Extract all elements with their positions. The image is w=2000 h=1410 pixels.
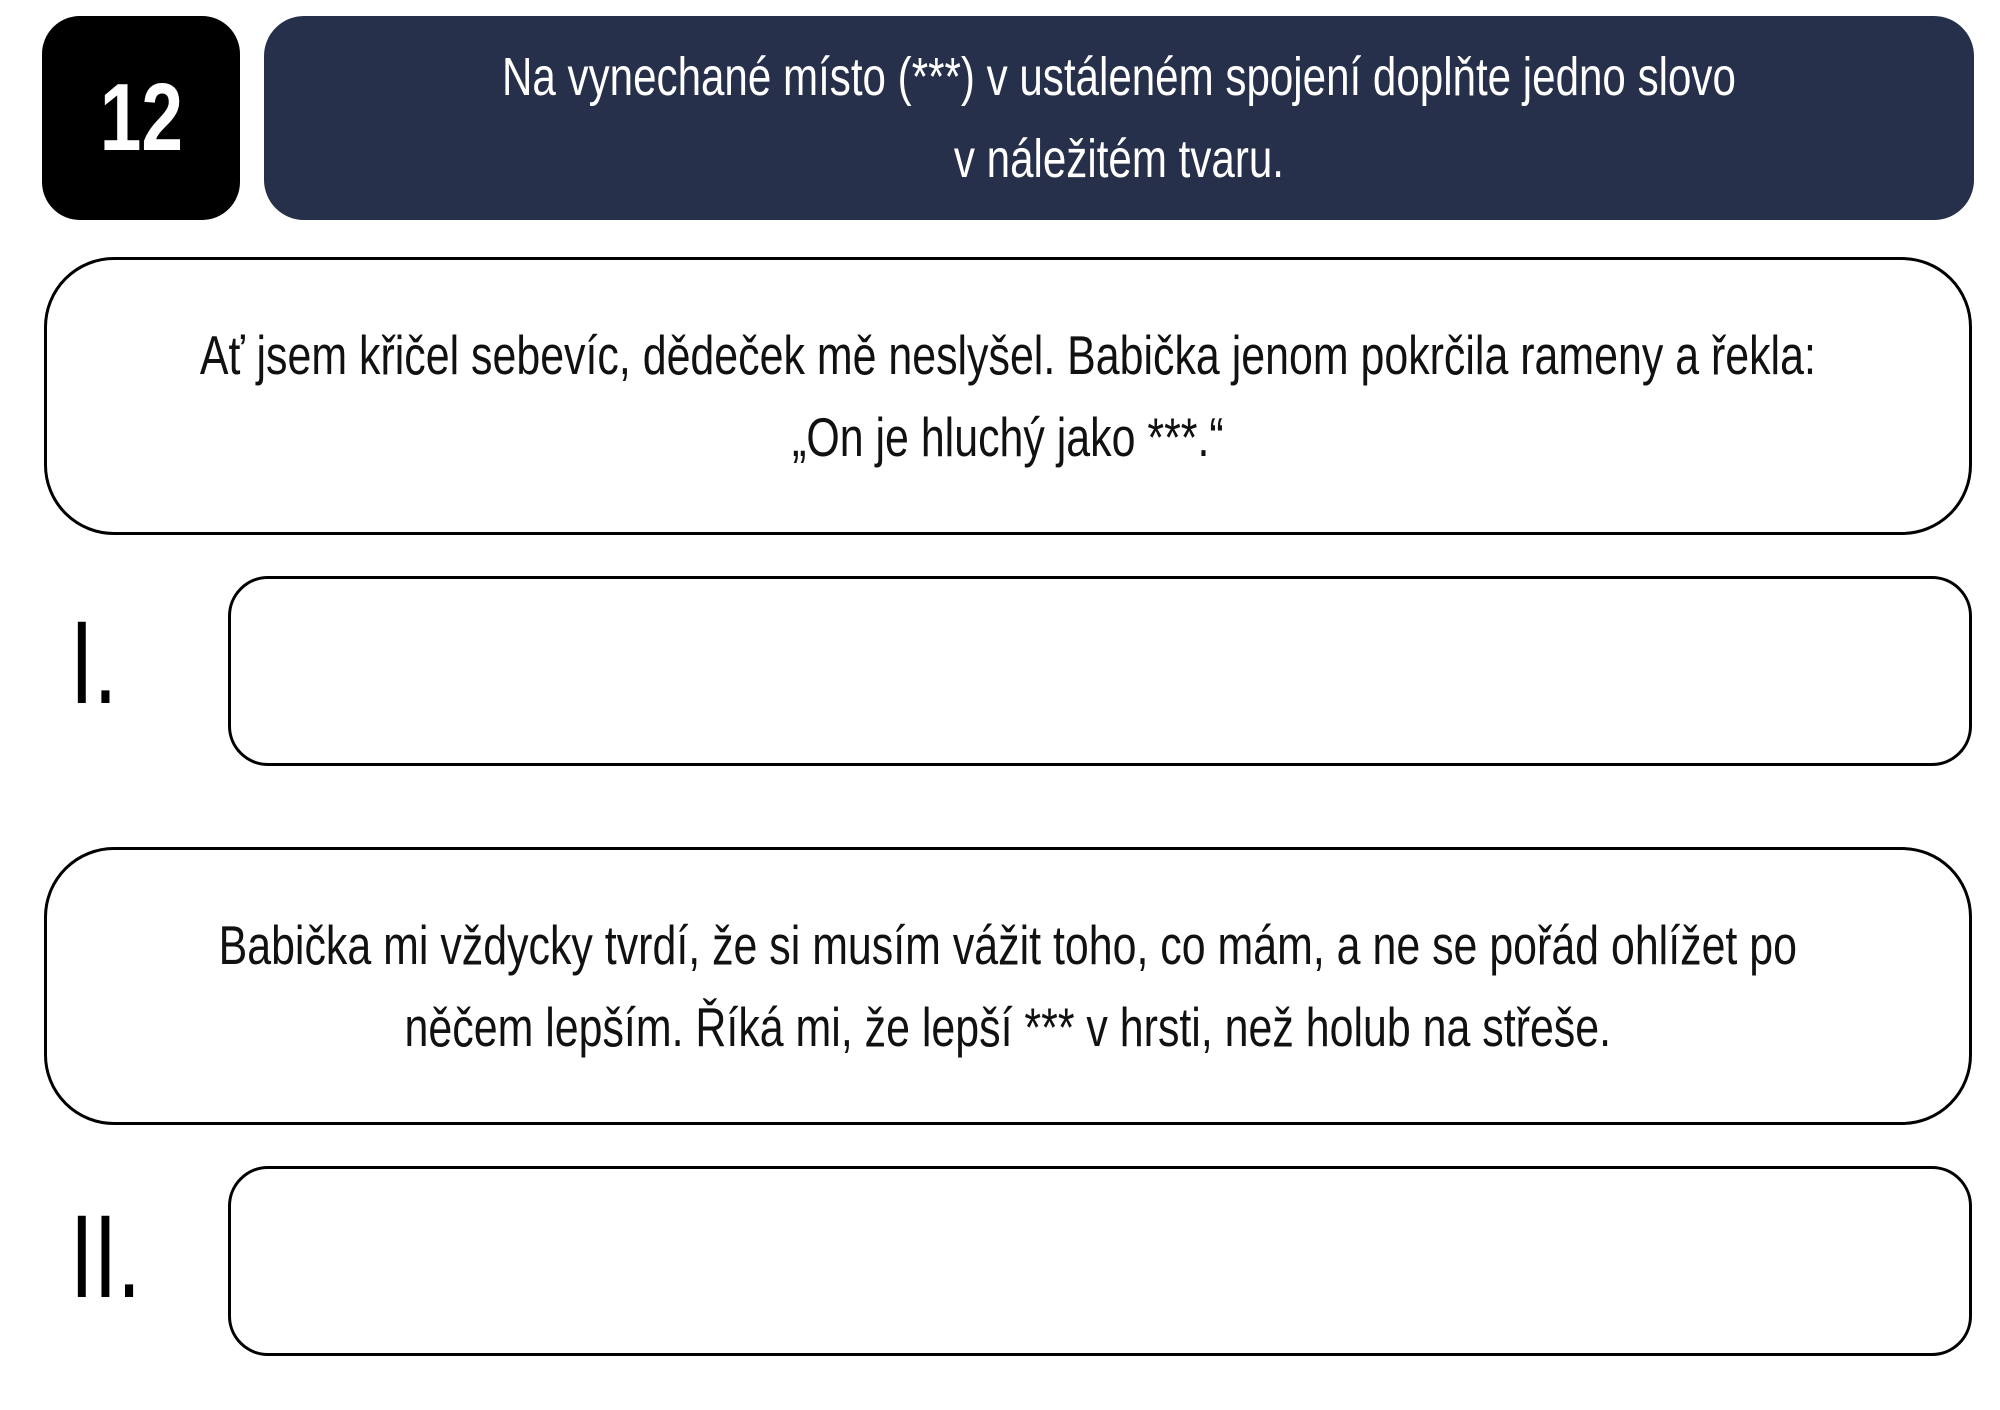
prompt-text-1 <box>200 314 1816 478</box>
prompt-1-line-1: Ať jsem křičel sebevíc, dědeček mě neslyšel. Babička jenom pokrčila rameny a řekla: <box>200 324 1816 386</box>
answer-box-2[interactable] <box>228 1166 1972 1356</box>
prompt-box-2 <box>44 847 1972 1125</box>
prompt-2-line-2: něčem lepším. Říká mi, že lepší *** v hrsti, než holub na střeše. <box>404 996 1612 1058</box>
prompt-text-2 <box>219 904 1797 1068</box>
item-label-1: I. <box>70 597 118 729</box>
prompt-2-line-1: Babička mi vždycky tvrdí, že si musím vážit toho, co mám, a ne se pořád ohlížet po <box>218 914 1798 976</box>
instruction-text <box>502 36 1736 200</box>
item-label-2: II. <box>70 1191 141 1323</box>
instruction-line-1: Na vynechané místo (***) v ustáleném spojení doplňte jedno slovo <box>502 47 1736 107</box>
instruction-banner <box>264 16 1974 220</box>
task-number-badge <box>42 16 240 220</box>
prompt-box-1 <box>44 257 1972 535</box>
prompt-1-line-2: „On je hluchý jako ***.“ <box>792 406 1224 468</box>
task-number: 12 <box>99 64 183 171</box>
answer-box-1[interactable] <box>228 576 1972 766</box>
instruction-line-2: v náležitém tvaru. <box>953 129 1285 189</box>
